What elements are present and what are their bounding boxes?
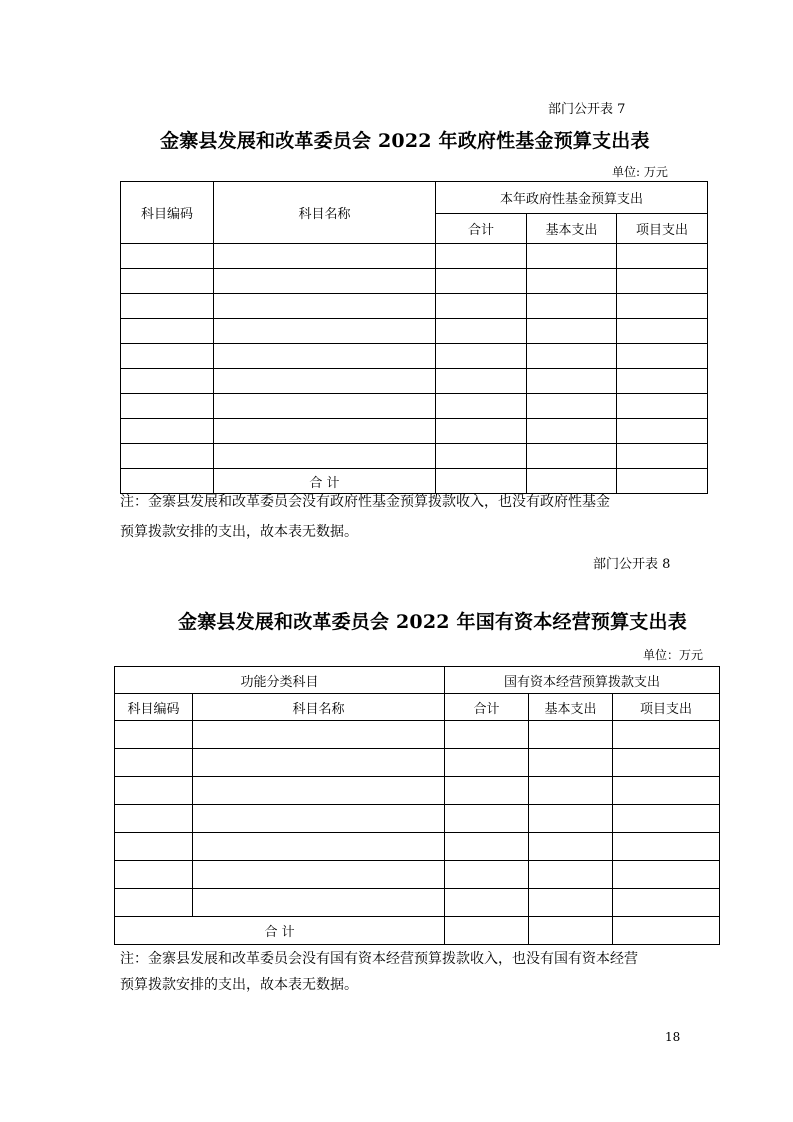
header-func: 功能分类科目 bbox=[115, 667, 445, 694]
header-code: 科目编码 bbox=[115, 694, 193, 721]
table-row bbox=[115, 749, 720, 777]
table-row bbox=[121, 444, 708, 469]
table8-note-line2: 预算拨款安排的支出，故本表无数据。 bbox=[120, 977, 358, 993]
table-row bbox=[115, 777, 720, 805]
header-code: 科目编码 bbox=[121, 182, 214, 244]
total-label: 合 计 bbox=[115, 917, 445, 945]
table7-note-line1: 注：金寨县发展和改革委员会没有政府性基金预算拨款收入，也没有政府性基金 bbox=[120, 494, 610, 510]
header-name: 科目名称 bbox=[193, 694, 445, 721]
header-basic: 基本支出 bbox=[527, 214, 617, 244]
header-basic: 基本支出 bbox=[529, 694, 613, 721]
header-project: 项目支出 bbox=[613, 694, 720, 721]
table-row bbox=[115, 833, 720, 861]
header-total: 合计 bbox=[445, 694, 529, 721]
table-row bbox=[121, 394, 708, 419]
table-row bbox=[115, 721, 720, 749]
table-row bbox=[121, 269, 708, 294]
header-name: 科目名称 bbox=[214, 182, 436, 244]
table-row bbox=[121, 244, 708, 269]
table-row bbox=[121, 344, 708, 369]
table7-label: 部门公开表 7 bbox=[548, 102, 626, 117]
page-number: 18 bbox=[665, 1030, 681, 1044]
header-group: 本年政府性基金预算支出 bbox=[436, 182, 708, 214]
table-row bbox=[115, 889, 720, 917]
header-project: 项目支出 bbox=[617, 214, 708, 244]
table7 bbox=[120, 181, 708, 494]
total-label: 合 计 bbox=[214, 469, 436, 494]
table-row bbox=[121, 369, 708, 394]
total-row bbox=[115, 917, 720, 945]
table-row bbox=[121, 419, 708, 444]
table8 bbox=[114, 666, 720, 945]
table8-label: 部门公开表 8 bbox=[593, 557, 671, 572]
table-row bbox=[121, 294, 708, 319]
table8-title: 金寨县发展和改革委员会 2022 年国有资本经营预算支出表 bbox=[178, 611, 687, 633]
table8-note-line1: 注：金寨县发展和改革委员会没有国有资本经营预算拨款收入，也没有国有资本经营 bbox=[120, 951, 638, 967]
table7-title: 金寨县发展和改革委员会 2022 年政府性基金预算支出表 bbox=[160, 130, 650, 152]
header-group: 国有资本经营预算拨款支出 bbox=[445, 667, 720, 694]
header-total: 合计 bbox=[436, 214, 527, 244]
table-row bbox=[121, 319, 708, 344]
table-row bbox=[115, 805, 720, 833]
table-row bbox=[115, 861, 720, 889]
table7-note-line2: 预算拨款安排的支出，故本表无数据。 bbox=[120, 524, 358, 540]
table8-unit: 单位：万元 bbox=[643, 648, 704, 662]
table7-unit: 单位: 万元 bbox=[612, 165, 668, 179]
